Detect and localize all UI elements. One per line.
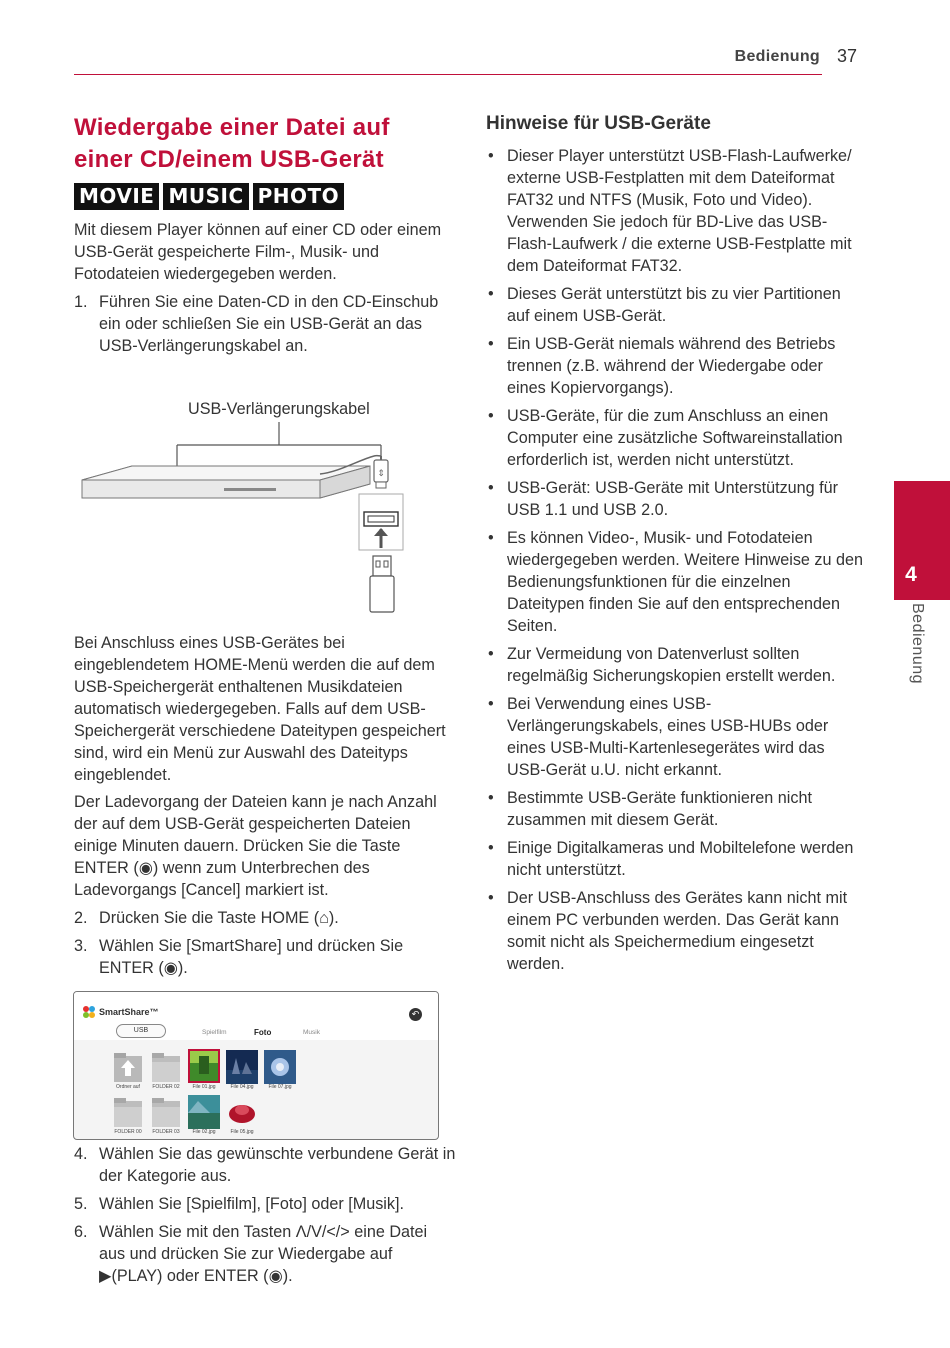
folder-up-icon[interactable] bbox=[112, 1050, 144, 1084]
tile-label: File 05.jpg bbox=[230, 1129, 254, 1135]
step-text: Wählen Sie [Spielfilm], [Foto] oder [Musik]. bbox=[99, 1195, 404, 1213]
illustration-caption: USB-Verlängerungskabel bbox=[188, 400, 370, 418]
smartshare-screen bbox=[73, 991, 439, 1140]
bullet-text: Dieser Player unterstützt USB-Flash-Laufwerke/ externe USB-Festplatten mit dem Dateiformat FAT32 und NTFS (Musik, Foto und Video). Verwenden Sie jedoch für BD-Live das USB-Flash-Laufwerk / die externe USB-Festplatte mit dem Dateiformat FAT32. bbox=[507, 147, 852, 275]
photo-thumbnail[interactable] bbox=[264, 1050, 296, 1084]
list-item bbox=[486, 145, 866, 277]
bullet-text: Zur Vermeidung von Datenverlust sollten regelmäßig Sicherungskopien erstellt werden. bbox=[507, 645, 836, 685]
bullet-icon: • bbox=[488, 529, 494, 547]
bullet-icon: • bbox=[488, 479, 494, 497]
step-number: 4. bbox=[74, 1145, 88, 1163]
step-text: Drücken Sie die Taste HOME (⌂). bbox=[99, 909, 339, 927]
bullet-text: Bestimmte USB-Geräte funktionieren nicht zusammen mit diesem Gerät. bbox=[507, 789, 812, 829]
tab-foto[interactable]: Foto bbox=[254, 1028, 272, 1037]
photo-thumbnail[interactable] bbox=[188, 1095, 220, 1129]
chapter-label: Bedienung bbox=[909, 603, 926, 685]
step-4 bbox=[74, 1143, 456, 1187]
step-number: 1. bbox=[74, 293, 88, 311]
running-head: Bedienung bbox=[734, 48, 820, 65]
step-6 bbox=[74, 1221, 456, 1287]
photo-thumbnail[interactable] bbox=[226, 1050, 258, 1084]
bullet-icon: • bbox=[488, 789, 494, 807]
bullet-icon: • bbox=[488, 407, 494, 425]
step-text: Wählen Sie [SmartShare] und drücken Sie ENTER (◉). bbox=[99, 937, 404, 977]
folder-icon[interactable] bbox=[150, 1050, 182, 1084]
section-title bbox=[74, 112, 454, 176]
device-usb-button[interactable]: USB bbox=[116, 1024, 166, 1038]
tile-label: FOLDER 00 bbox=[114, 1129, 142, 1135]
step-1 bbox=[74, 291, 456, 357]
paragraph-loading: Der Ladevorgang der Dateien kann je nach Anzahl der auf dem USB-Gerät gespeicherten Dateien einige Minuten dauern. Drücken Sie die Taste ENTER (◉) wenn zum Unterbrechen des Ladevorgangs [Cancel] markiert ist. bbox=[74, 793, 437, 899]
usb-notes-list bbox=[486, 145, 866, 981]
intro-paragraph: Mit diesem Player können auf einer CD oder einem USB-Gerät gespeicherte Film-, Musik- und Fotodateien wiedergegeben werden. bbox=[74, 221, 442, 283]
folder-icon[interactable] bbox=[150, 1095, 182, 1129]
back-arrow-icon[interactable]: ↶ bbox=[409, 1008, 422, 1021]
list-item bbox=[486, 333, 866, 399]
step-number: 5. bbox=[74, 1195, 88, 1213]
bullet-text: USB-Gerät: USB-Geräte mit Unterstützung für USB 1.1 und USB 2.0. bbox=[507, 479, 839, 519]
list-item bbox=[486, 837, 866, 881]
photo-thumbnail[interactable] bbox=[226, 1095, 258, 1129]
list-item bbox=[486, 787, 866, 831]
bullet-icon: • bbox=[488, 147, 494, 165]
chapter-number: 4 bbox=[905, 563, 917, 586]
title-line-1: Wiedergabe einer Datei auf bbox=[74, 114, 390, 141]
tile-label: File 07.jpg bbox=[268, 1084, 292, 1090]
bullet-text: USB-Geräte, für die zum Anschluss an einen Computer eine zusätzliche Softwareinstallation erforderlich ist, werden nicht unterstützt. bbox=[507, 407, 843, 469]
tile-label: Ordner auf bbox=[116, 1084, 140, 1090]
bullet-icon: • bbox=[488, 839, 494, 857]
list-item bbox=[486, 693, 866, 781]
paragraph-autoplay: Bei Anschluss eines USB-Gerätes bei eingeblendetem HOME-Menü werden die auf dem USB-Speichergerät enthaltenen Musikdateien automatisch wiedergegeben. Falls auf dem USB-Speichergerät verschiedene Dateitypen gespeichert sind, wird ein Menü zur Auswahl des Dateityps eingeblendet. bbox=[74, 634, 446, 784]
photo-thumbnail-selected[interactable] bbox=[187, 1048, 221, 1084]
step-number: 6. bbox=[74, 1223, 88, 1241]
list-item bbox=[486, 477, 866, 521]
title-line-2: einer CD/einem USB-Gerät bbox=[74, 146, 384, 173]
bullet-text: Bei Verwendung eines USB-Verlängerungskabels, eines USB-HUBs oder eines USB-Multi-Kartenlesegerätes wird das USB-Gerät u.U. nicht erkannt. bbox=[507, 695, 829, 779]
badge-music: MUSIC bbox=[163, 183, 248, 210]
list-item bbox=[486, 527, 866, 637]
step-text: Wählen Sie mit den Tasten Λ/V/</> eine Datei aus und drücken Sie zur Wiedergabe auf ▶(PLAY) oder ENTER (◉). bbox=[99, 1223, 428, 1285]
page-number: 37 bbox=[837, 46, 858, 66]
bullet-icon: • bbox=[488, 335, 494, 353]
tab-spielfilm[interactable]: Spielfilm bbox=[202, 1029, 227, 1036]
tile-label: File 01.jpg bbox=[192, 1084, 216, 1090]
step-number: 2. bbox=[74, 909, 88, 927]
bullet-text: Ein USB-Gerät niemals während des Betriebs trennen (z.B. während der Wiedergabe oder eines Kopiervorgangs). bbox=[507, 335, 836, 397]
usb-notes-heading: Hinweise für USB-Geräte bbox=[486, 113, 711, 134]
bullet-text: Dieses Gerät unterstützt bis zu vier Partitionen auf einem USB-Gerät. bbox=[507, 285, 841, 325]
list-item bbox=[486, 283, 866, 327]
step-text: Führen Sie eine Daten-CD in den CD-Einschub ein oder schließen Sie ein USB-Gerät an das USB-Verlängerungskabel an. bbox=[99, 293, 439, 355]
step-2 bbox=[74, 907, 456, 929]
usb-connection-illustration bbox=[74, 420, 414, 615]
list-item bbox=[486, 887, 866, 975]
header-rule bbox=[74, 74, 822, 75]
step-5 bbox=[74, 1193, 456, 1215]
bullet-icon: • bbox=[488, 285, 494, 303]
svg-text:⇕: ⇕ bbox=[377, 469, 385, 479]
folder-icon[interactable] bbox=[112, 1095, 144, 1129]
bullet-icon: • bbox=[488, 889, 494, 907]
media-badges bbox=[74, 183, 344, 210]
smartshare-brand: SmartShare™ bbox=[99, 1007, 159, 1017]
step-text: Wählen Sie das gewünschte verbundene Gerät in der Kategorie aus. bbox=[99, 1145, 456, 1185]
tab-musik[interactable]: Musik bbox=[303, 1029, 320, 1036]
bullet-text: Einige Digitalkameras und Mobiltelefone werden nicht unterstützt. bbox=[507, 839, 854, 879]
list-item bbox=[486, 643, 866, 687]
list-item bbox=[486, 405, 866, 471]
bullet-icon: • bbox=[488, 695, 494, 713]
badge-movie: MOVIE bbox=[74, 183, 159, 210]
step-3 bbox=[74, 935, 456, 979]
bullet-text: Es können Video-, Musik- und Fotodateien wiedergegeben werden. Weitere Hinweise zu den Bedienungsfunktionen für die einzelnen Dateitypen finden Sie auf den entsprechenden Seiten. bbox=[507, 529, 864, 635]
bullet-text: Der USB-Anschluss des Gerätes kann nicht mit einem PC verbunden werden. Das Gerät kann somit nicht als Speichermedium eingesetzt werden. bbox=[507, 889, 848, 973]
bullet-icon: • bbox=[488, 645, 494, 663]
tile-label: FOLDER 03 bbox=[152, 1129, 180, 1135]
tile-label: File 02.jpg bbox=[192, 1129, 216, 1135]
tile-label: FOLDER 02 bbox=[152, 1084, 180, 1090]
badge-photo: PHOTO bbox=[253, 183, 345, 210]
step-number: 3. bbox=[74, 937, 88, 955]
smartshare-logo-icon bbox=[82, 1005, 96, 1019]
tile-label: File 04.jpg bbox=[230, 1084, 254, 1090]
